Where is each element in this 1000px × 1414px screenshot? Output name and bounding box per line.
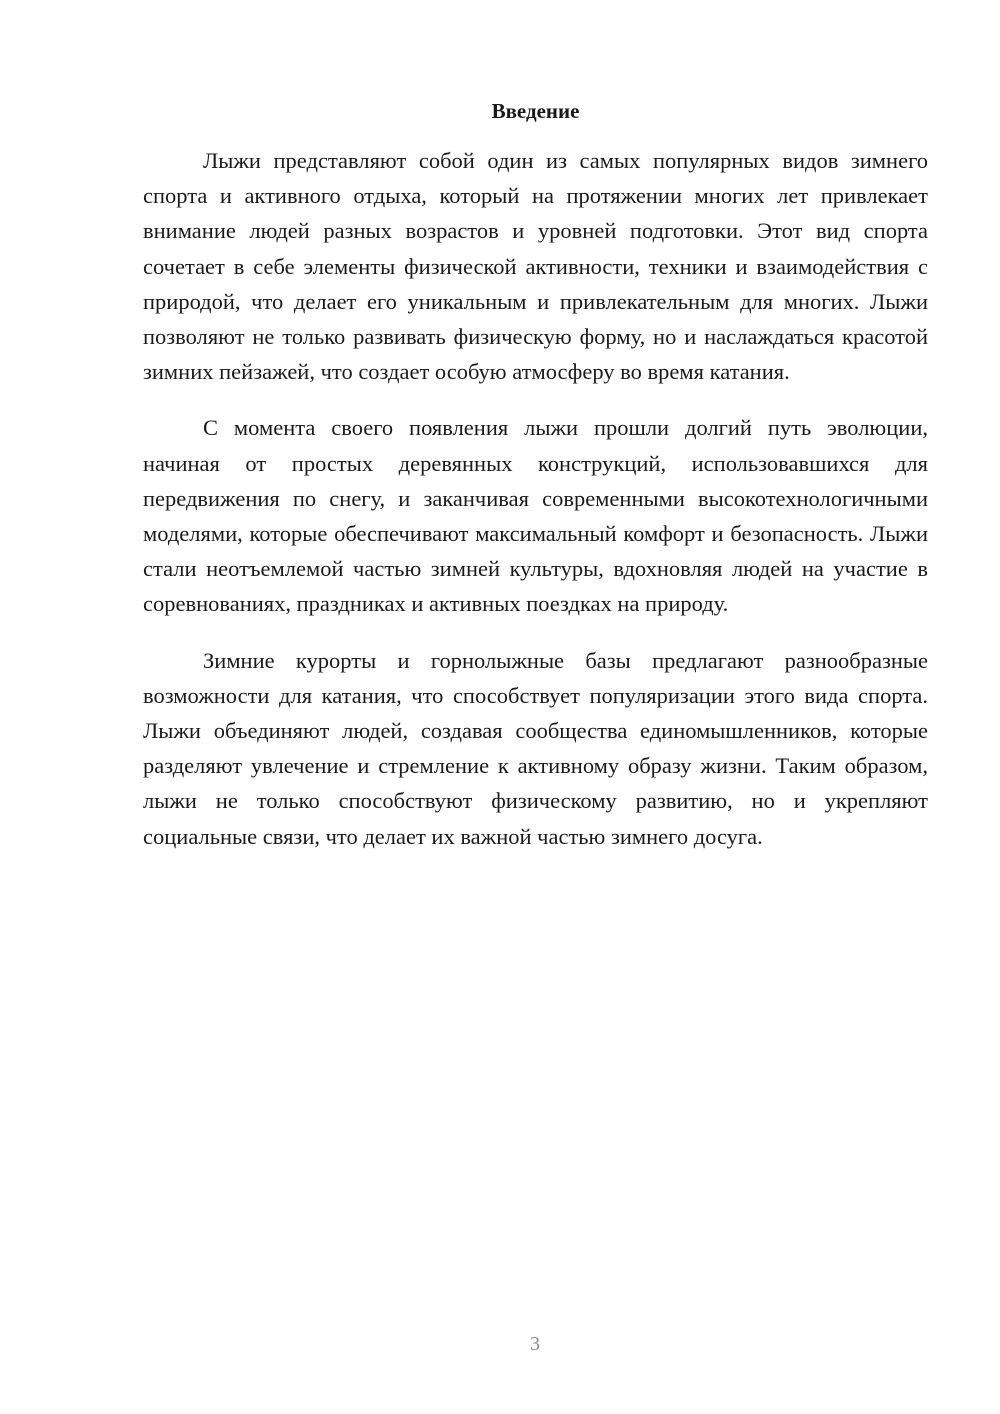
section-title: Введение — [491, 99, 580, 123]
paragraph-1: Лыжи представляют собой один из самых популярных видов зимнего спорта и активного отдыха, который на протяжении многих лет привлекает внимание людей разных возрастов и уровней подготовки. Этот вид спорта сочетает в себе элементы физической активности, техники и взаимодействия с природой, что делает его уникальным и привлекательным для многих. Лыжи позволяют не только развивать физическую форму, но и наслаждаться красотой зимних пейзажей, что создает особую атмосферу во время катания. — [143, 148, 928, 385]
section-body — [143, 143, 928, 875]
page-number: 3 — [530, 1333, 540, 1355]
paragraph-3: Зимние курорты и горнолыжные базы предлагают разнообразные возможности для катания, что способствует популяризации этого вида спорта. Лыжи объединяют людей, создавая сообщества единомышленников, которые разделяют увлечение и стремление к активному образу жизни. Таким образом, лыжи не только способствуют физическому развитию, но и укрепляют социальные связи, что делает их важной частью зимнего досуга. — [143, 647, 928, 849]
paragraph-2: С момента своего появления лыжи прошли долгий путь эволюции, начиная от простых деревянных конструкций, использовавшихся для передвижения по снегу, и заканчивая современными высокотехнологичными моделями, которые обеспечивают максимальный комфорт и безопасность. Лыжи стали неотъемлемой частью зимней культуры, вдохновляя людей на участие в соревнованиях, праздниках и активных поездках на природу. — [143, 415, 928, 617]
